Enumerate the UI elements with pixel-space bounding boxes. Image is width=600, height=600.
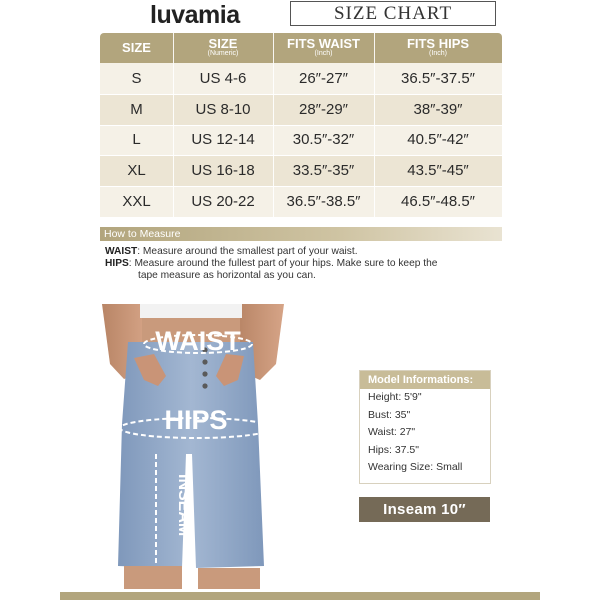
table-row (100, 186, 502, 217)
cell-hips: 40.5″-42″ (407, 131, 469, 149)
cell-size: S (131, 69, 142, 87)
cell-size: L (132, 131, 141, 149)
left-leg (124, 566, 182, 589)
row-divider (100, 94, 502, 95)
table-header (100, 33, 502, 63)
cell-waist: 36.5″-38.5″ (286, 193, 361, 211)
brand-logo: luvamia (150, 1, 240, 29)
size-chart-table (100, 33, 502, 217)
inseam-badge: Inseam 10″ (359, 497, 490, 522)
cell-size-numeric: US 16-18 (191, 162, 255, 180)
row-divider (100, 125, 502, 126)
model-wearing-size: Wearing Size: Small (368, 461, 463, 473)
cell-size-numeric: US 8-10 (195, 100, 251, 118)
button (202, 383, 207, 388)
cell-size: XL (127, 162, 146, 180)
cell-waist: 26″-27″ (299, 69, 348, 87)
waist-instruction (105, 246, 358, 258)
table-row (100, 125, 502, 156)
waist-instruction-label: WAIST (105, 246, 138, 257)
how-to-measure-heading: How to Measure (100, 227, 502, 241)
cell-hips: 43.5″-45″ (407, 162, 469, 180)
cell-size-numeric: US 20-22 (191, 193, 255, 211)
model-height: Height: 5'9" (368, 391, 422, 403)
cell-hips: 38″-39″ (413, 100, 463, 118)
cell-waist: 33.5″-35″ (292, 162, 355, 180)
table-row (100, 94, 502, 125)
waist-photo-label: WAIST (155, 326, 241, 356)
cell-waist: 30.5″-32″ (292, 131, 355, 149)
model-bust: Bust: 35" (368, 408, 411, 421)
header-size: SIZE (122, 40, 151, 55)
cell-size: M (130, 100, 143, 118)
page-title: SIZE CHART (290, 1, 496, 26)
right-leg (198, 568, 260, 589)
table-row (100, 155, 502, 186)
bottom-accent-bar (60, 592, 540, 600)
cell-size: XXL (122, 193, 151, 211)
hips-instruction-text-cont: tape measure as horizontal as you can. (138, 269, 316, 281)
hips-photo-label: HIPS (164, 405, 228, 435)
hips-instruction-text: : Measure around the fullest part of your hips. Make sure to keep the (128, 258, 438, 269)
cell-size-numeric: US 4-6 (199, 69, 247, 87)
row-divider (100, 155, 502, 156)
model-info-heading: Model Informations: (360, 371, 490, 389)
cell-waist: 28″-29″ (299, 100, 348, 118)
header-fits-hips: FITS HIPS (Inch) (406, 36, 470, 57)
waist-instruction-text: : Measure around the smallest part of your waist. (137, 246, 358, 257)
button (202, 359, 207, 364)
model-waist: Waist: 27" (368, 426, 416, 438)
cell-hips: 46.5″-48.5″ (400, 193, 475, 211)
table-row (100, 63, 502, 94)
inseam-photo-label: INSEAM (175, 474, 192, 537)
hips-instruction-label: HIPS (105, 258, 129, 269)
model-photo (88, 304, 293, 589)
model-hips: Hips: 37.5" (368, 443, 420, 456)
header-fits-waist: FITS WAIST (Inch) (287, 36, 360, 57)
cell-hips: 36.5″-37.5″ (400, 69, 475, 87)
button (202, 371, 207, 376)
hips-instruction (105, 258, 437, 281)
header-size-numeric: SIZE (Numeric) (207, 36, 239, 57)
white-top (140, 304, 242, 318)
row-divider (100, 186, 502, 187)
model-info-panel (359, 370, 491, 484)
cell-size-numeric: US 12-14 (191, 131, 255, 149)
